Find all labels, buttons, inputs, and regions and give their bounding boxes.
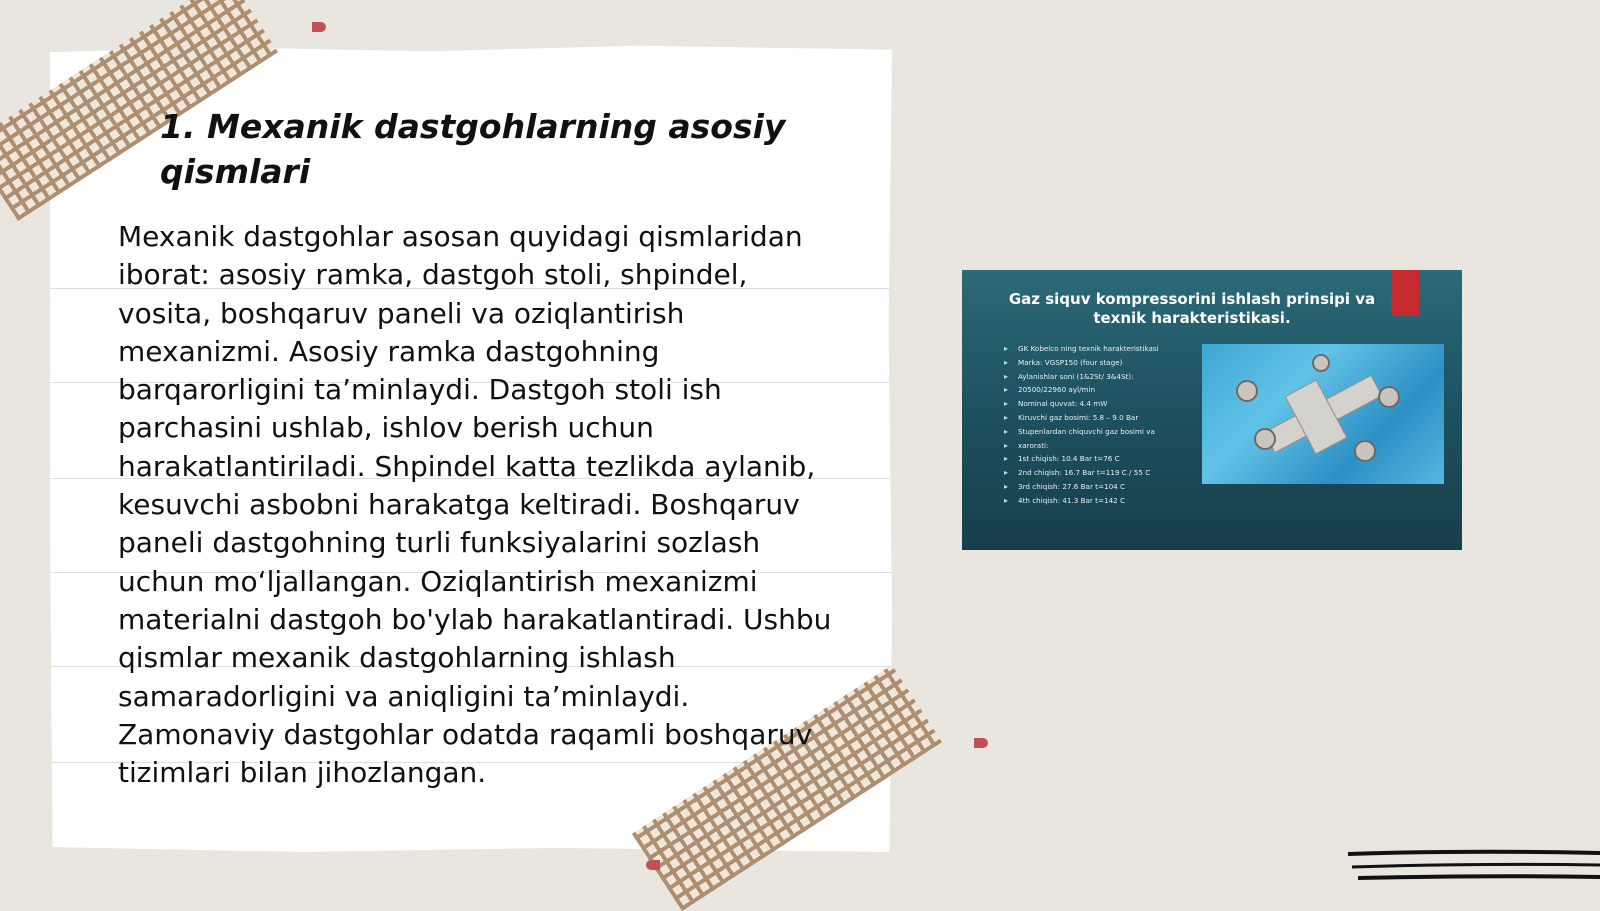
slide-title: 1. Mexanik dastgohlarning asosiy qismlari [160,107,786,191]
embedded-slide-bullet: ▸ xarorati: [1004,439,1204,453]
tape-tip-bottom-right [974,738,988,748]
embedded-slide-bullet: ▸ Stupenlardan chiquvchi gaz bosimi va [1004,425,1204,439]
embedded-slide-image [962,270,1462,550]
compressor-wheel [1312,354,1330,372]
embedded-slide-bullet: ▸ 4th chiqish: 41.3 Bar t=142 C [1004,494,1204,508]
embedded-slide-bullet: ▸ Kiruvchi gaz bosimi: 5.8 – 9.0 Bar [1004,411,1204,425]
compressor-photo [1202,344,1444,484]
embedded-slide-bullet: ▸ 1st chiqish: 10.4 Bar t=76 C [1004,452,1204,466]
embedded-slide-bullet: ▸ Marka: VGSP150 (four stage) [1004,356,1204,370]
embedded-slide-title: Gaz siquv kompressorini ishlash prinsipi va texnik harakteristikasi. [1008,290,1376,327]
embedded-slide-bullet: ▸ Aylanishlar soni (1&2St/ 3&4St): [1004,370,1204,384]
tape-tip-bottom-left [646,860,660,870]
embedded-slide-bullet: ▸ Nominal quvvat: 4.4 mW [1004,397,1204,411]
embedded-slide-bullet-list [1004,342,1204,508]
embedded-slide-red-tab [1391,270,1419,316]
slide-body-text: Mexanik dastgohlar asosan quyidagi qismlaridan iborat: asosiy ramka, dastgoh stoli, shpindel, vosita, boshqaruv paneli va oziqlantirish mexanizmi. Asosiy ramka dastgohning barqarorligini ta’minlaydi. Dastgoh stoli ish parchasini ushlab, ishlov berish uchun harakatlantiriladi. Shpindel katta tezlikda aylanib, kesuvchi asbobni harakatga keltiradi. Boshqaruv paneli dastgohning turli funksiyalarini sozlash uchun mo‘ljallangan. Oziqlantirish mexanizmi materialni dastgoh bo'ylab harakatlantiradi. Ushbu qismlar mexanik dastgohlarning ishlash samaradorligini va aniqligini ta’minlaydi. Zamonaviy dastgohlar odatda raqamli boshqaruv tizimlari bilan jihozlangan. [118,220,832,790]
embedded-slide-bullet: ▸ 3rd chiqish: 27.6 Bar t=104 C [1004,480,1204,494]
compressor-wheel [1354,440,1376,462]
embedded-slide-bullet: ▸ 2nd chiqish: 16.7 Bar t=119 C / 55 C [1004,466,1204,480]
compressor-wheel [1378,386,1400,408]
compressor-wheel [1236,380,1258,402]
compressor-wheel [1254,428,1276,450]
decorative-ink-lines [1348,848,1600,888]
embedded-slide-bullet: ▸ GK Kobelco ning texnik harakteristikasi [1004,342,1204,356]
embedded-slide-bullet: ▸ 20500/22960 ayl/min [1004,383,1204,397]
tape-tip-top-left [312,22,326,32]
